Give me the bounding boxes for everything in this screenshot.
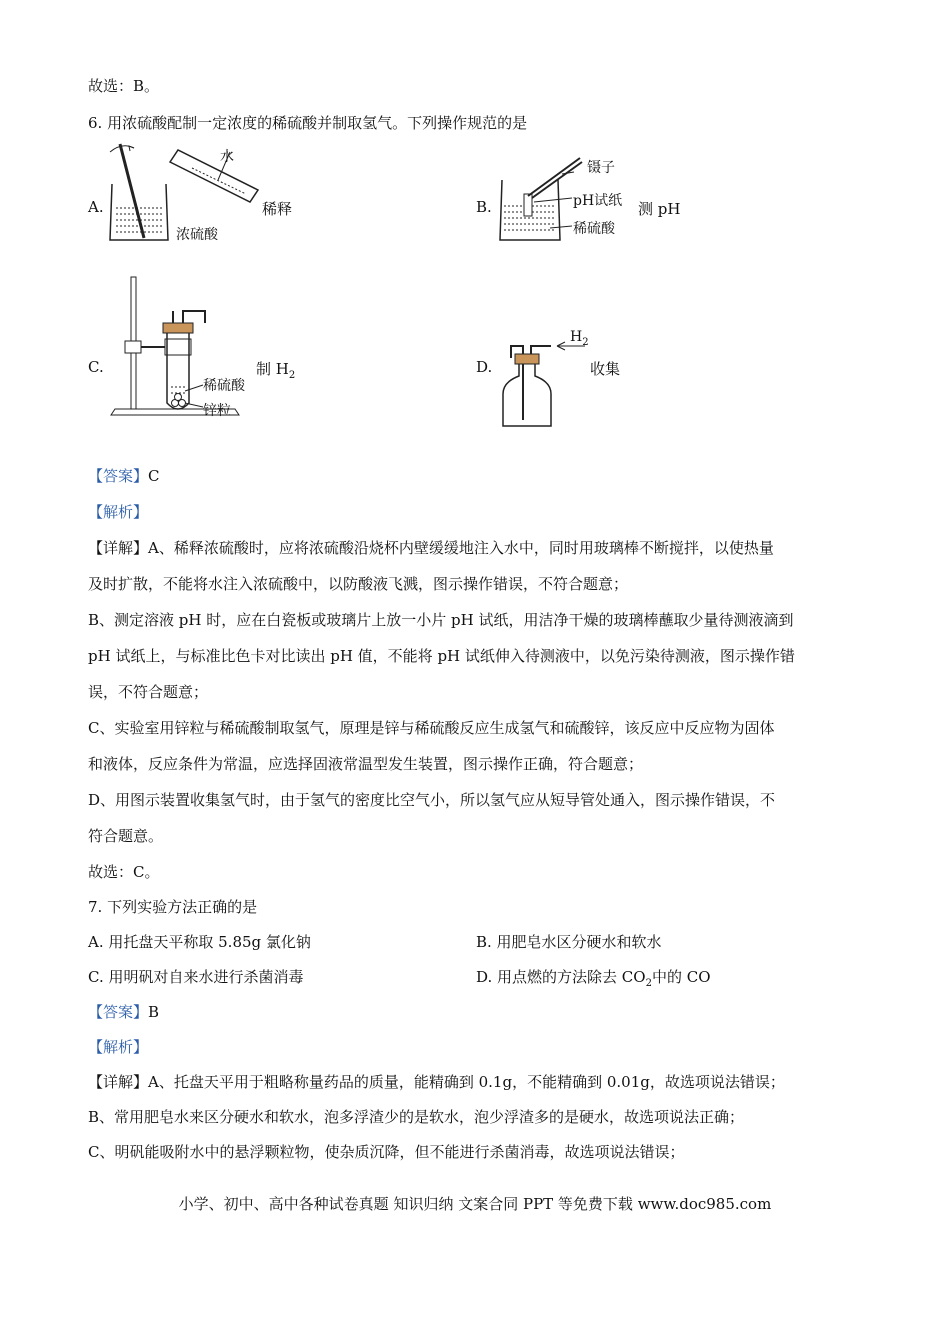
q7-detail-a: 【详解】A、托盘天平用于粗略称量药品的质量，能精确到 0.1g，不能精确到 0.01g，故选项说法错误； [88,1073,785,1091]
q7-detail-c: C、明矾能吸附水中的悬浮颗粒物，使杂质沉降，但不能进行杀菌消毒，故选项说法错误； [88,1143,685,1161]
q7-analysis-tag: 【解析】 [88,1038,149,1056]
fig-a-letter: A. [88,198,104,216]
fig-b-tweezers-label: 镊子 [587,160,615,176]
fig-b-letter: B. [476,198,492,216]
q7-option-b: B. 用肥皂水区分硬水和软水 [476,933,662,951]
q7-detail-b: B、常用肥皂水来区分硬水和软水，泡多浮渣少的是软水，泡少浮渣多的是硬水，故选项说法正确； [88,1108,745,1126]
q7-option-c: C. 用明矾对自来水进行杀菌消毒 [88,968,304,986]
q6-conclusion: 故选：C。 [88,863,160,881]
q6-analysis-tag: 【解析】 [88,503,149,521]
fig-a-water-label: 水 [220,149,234,165]
q6-detail-a2: 及时扩散，不能将水注入浓硫酸中，以防酸液飞溅，图示操作错误，不符合题意； [88,575,629,593]
q7-answer: 【答案】B [88,1003,160,1021]
fig-b-paper-label: pH试纸 [573,193,623,209]
q6-detail-c2: 和液体，反应条件为常温，应选择固液常温型发生装置，图示操作正确，符合题意； [88,755,644,773]
q6-detail-b1: B、测定溶液 pH 时，应在白瓷板或玻璃片上放一小片 pH 试纸，用洁净干燥的玻璃棒蘸取少量待测液滴到 [88,611,794,629]
fig-a-action-label: 稀释 [262,200,293,218]
q7-option-d: D. 用点燃的方法除去 $CO_2$中的 CO [476,968,711,989]
prev-conclusion: 故选：B。 [88,77,160,95]
fig-a-acid-label: 浓硫酸 [176,227,218,243]
fig-b-acid-label: 稀硫酸 [573,221,615,237]
fig-c-action-label: 制 $H_2$ [256,360,296,381]
q6-detail-b3: 误，不符合题意； [88,683,209,701]
fig-d-gas-label: $H_2$ [570,329,589,348]
fig-b-action-label: 测 pH [638,200,681,218]
fig-c-letter: C. [88,358,104,376]
q6-detail-a1: 【详解】A、稀释浓硫酸时，应将浓硫酸沿烧杯内壁缓缓地注入水中，同时用玻璃棒不断搅拌，以使热量 [88,539,774,557]
q6-detail-d2: 符合题意。 [88,827,164,845]
fig-d-letter: D. [476,358,493,376]
q6-detail-c1: C、实验室用锌粒与稀硫酸制取氢气，原理是锌与稀硫酸反应生成氢气和硫酸锌，该反应中反应物为固体 [88,719,775,737]
q7-option-a: A. 用托盘天平称取 5.85g 氯化钠 [88,933,311,951]
q6-answer: 【答案】C [88,467,160,485]
q7-stem: 7. 下列实验方法正确的是 [88,898,258,916]
fig-d-action-label: 收集 [590,360,621,378]
fig-c-zinc-label: 锌粒 [203,403,231,419]
q6-stem: 6. 用浓硫酸配制一定浓度的稀硫酸并制取氢气。下列操作规范的是 [88,114,528,132]
q6-detail-d1: D、用图示装置收集氢气时，由于氢气的密度比空气小，所以氢气应从短导管处通入，图示操作错误，不 [88,791,776,809]
page-footer: 小学、初中、高中各种试卷真题 知识归纳 文案合同 PPT 等免费下载 www.doc985.com [178,1195,772,1213]
fig-c-acid-label: 稀硫酸 [203,378,245,394]
q6-detail-b2: pH 试纸上，与标准比色卡对比读出 pH 值，不能将 pH 试纸伸入待测液中，以免污染待测液，图示操作错 [88,647,795,665]
